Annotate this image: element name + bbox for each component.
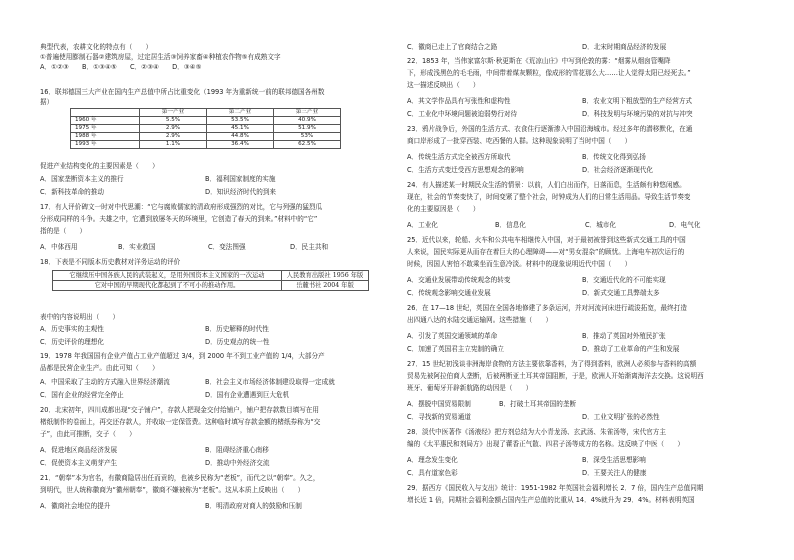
question-line: 下，形成浅黑色的毛毛雨，中间带着煤灰颗粒，像成形的雪花那么大……让人觉得太阳已经死去。” xyxy=(407,69,691,77)
table-row xyxy=(71,117,341,125)
table-cell: 40.9% xyxy=(274,117,341,125)
question-line: 编的《太平惠民和剂局方》出现了藿香正气散、四君子汤等成方的名称。这反映了中医（ ） xyxy=(407,440,684,448)
question-line: A．交通业发展带动传统观念的转变 xyxy=(407,276,511,284)
table-header-cell xyxy=(71,109,140,117)
question-line: C．新科技革命的推动 xyxy=(40,188,104,196)
question-line: B．深受生活思想影响 xyxy=(582,456,646,464)
question-line: D．推动了工业革命的产生和发展 xyxy=(582,345,680,353)
table-cell: 36.4% xyxy=(207,141,274,149)
question-line: C．寻找新的贸易通道 xyxy=(407,413,471,421)
question-line: 这一描述反映出（ ） xyxy=(407,81,480,89)
question-line: B．社会主义市场经济体制建设取得一定成就 xyxy=(205,378,335,386)
question-line: C．生活方式变迁受西方思想观念的影响 xyxy=(407,166,524,174)
left-column xyxy=(40,0,410,560)
question-line: D．知识经济时代的到来 xyxy=(205,188,277,196)
table-row xyxy=(71,125,341,133)
question-line: A．徽商社会地位的提升 xyxy=(40,502,111,510)
question-line: C．城市化 xyxy=(585,221,616,229)
question-line: D．科技发明与环境污染的对抗与冲突 xyxy=(582,110,693,118)
question-line: 分形成同样的斗争。夫雄之中，它遭到放屡冬天的环境里，它创造了春天的到来。”材料中的“它” xyxy=(40,215,318,223)
question-line: B．农业文明下粗放型的生产经营方式 xyxy=(582,97,693,105)
question-line: C．加速了英国君主立宪制的确立 xyxy=(407,345,504,353)
question-line: 贸易先被阿拉伯商人垄断，后被两断亚土耳其帝国阻断，于是，欧洲人开始渐离海洋去交换。这说明西 xyxy=(407,372,704,380)
question-line: 28．淡代中医著作《汤液经》把方剂总结为大小青龙汤、玄武汤、朱雀汤等，宋代官方主 xyxy=(407,428,666,436)
question-line: 出四通八达的水陆交通运输网。这些措施（ ） xyxy=(407,316,553,324)
table-cell: 51.9% xyxy=(274,125,341,133)
question-line: 26．在 17—18 世纪，英国在全国各地修建了多条运河，并对河流河床进行疏浚拓宽，最终打造 xyxy=(407,304,687,312)
question-line: B．阻碍经济重心南移 xyxy=(205,446,269,454)
question-line: A．工业化 xyxy=(407,221,438,229)
question-line: ①普遍使用膨制石器②建筑房屋，过定居生活③饲养家畜④种植农作物⑤有成熟文字 xyxy=(40,53,281,61)
question-line: B．信息化 xyxy=(495,221,526,229)
textbook-evaluation-table xyxy=(52,270,369,291)
table-cell: 1988 年 xyxy=(71,133,140,141)
question-line: 时候，因国人害怕不敢乘坐而生意冷淡。材料中的现象说明近代中国（ ） xyxy=(407,260,632,268)
question-line: C．工业化中环境问题被迫弱势行对待 xyxy=(407,110,518,118)
table-header-cell: 第二产业 xyxy=(207,109,274,117)
table-header-cell: 第三产业 xyxy=(274,109,341,117)
question-line: 品都是民营企业生产。由此可知（ ） xyxy=(40,364,159,372)
question-line: D．民主共和 xyxy=(290,243,329,251)
question-line: 增长近 1 倍，同期社会福利金额占国内生产总值的比重从 14．4%就升为 29．4%。材料表明英国 xyxy=(407,496,695,504)
question-line: 27．15 世纪初浅谈非洲海岸食物的方法主要依靠香料，为了得到香料，欧洲人必须参与香料的高额 xyxy=(407,360,697,368)
question-line: A．促进地区商品经济发展 xyxy=(40,446,118,454)
question-line: B．打破土耳其帝国的垄断 xyxy=(499,400,577,408)
question-line: 16．联邦德国三大产业在国内生产总值中所占比重变化（1993 年为重新统一前的联邦德国各州数 xyxy=(40,88,325,96)
table-header-cell: 第一产业 xyxy=(140,109,207,117)
question-line: D．新式交通工具弊端太多 xyxy=(582,289,660,297)
question-line: B．明清政府对商人的鼓励和压制 xyxy=(205,502,302,510)
table-cell: 44.8% xyxy=(207,133,274,141)
question-line: 子”，由此可推断，交子（ ） xyxy=(40,430,136,438)
table-cell: 1.1% xyxy=(140,141,207,149)
table-row xyxy=(71,141,341,149)
question-line: 23．鸦片战争后，外国的生活方式、衣食住行逐渐渗入中国沿海城市。经过多年的潜移默化，在通 xyxy=(407,125,693,133)
question-line: C．徽商已走上了官商结合之路 xyxy=(407,43,498,51)
table-cell: 岳麓书社 2004 年版 xyxy=(282,281,369,291)
question-line: 促进产业结构变化的主要因素是（ ） xyxy=(40,162,159,170)
question-line: A．历史事实的主观性 xyxy=(40,325,104,333)
right-column xyxy=(407,0,777,560)
table-cell: 1993 年 xyxy=(71,141,140,149)
question-line: 楮纸制作的卷面上，再交还存款人，并收取一定保管费。这种临时填写存款金额的楮纸券称为“交 xyxy=(40,418,321,426)
question-line: A．国家垄断资本主义的推行 xyxy=(40,175,124,183)
question-line: A．摆脱中国贸易限制 xyxy=(407,400,471,408)
question-18-heading: 18．下表是不同版本历史教材对洋务运动的评价 xyxy=(40,258,181,266)
question-line: C．具有道家色彩 xyxy=(407,469,458,477)
table-cell: 它对中国的早期现代化都起到了不可小的推动作用。 xyxy=(53,281,282,291)
question-line: B．交通近代化的不可能实现 xyxy=(582,276,666,284)
question-line: 商口岸形成了一批穿西装、吃西餐的人群。这种现象说明了当时中国（ ） xyxy=(407,137,632,145)
table-cell: 人民教育出版社 1956 年版 xyxy=(282,271,369,281)
question-line: 19．1978 年我国国有企业产值占工业产值超过 3/4，到 2000 年不到工业产值的 1/4，大部分产 xyxy=(40,352,325,360)
question-line: 22．1853 年，当伟家富尔斯·秋更斯在《荒凉山庄》中写到伦敦的雾：“烟雾从烟囱管嘴降 xyxy=(407,57,671,65)
question-line: 典型代表，农耕文化的特点有（ ） xyxy=(40,43,153,51)
question-line: A．其文学作品具有写张性和虚构性 xyxy=(407,97,511,105)
table-cell: 1975 年 xyxy=(71,125,140,133)
table-row xyxy=(53,271,369,281)
question-line: C．国有企业的经营完全停止 xyxy=(40,391,124,399)
table-cell: 62.5% xyxy=(274,141,341,149)
question-line: 人来说，国民实际更从而存在着巨大的心理障碍——对“男女混杂”的顾忧。上海电车初次运行的 xyxy=(407,248,685,256)
question-line: 25．近代以来，轮船、火车和公共电车相继传入中国，对于最初被誉到这些新式交通工具的中国 xyxy=(407,236,686,244)
question-line: A．①②③ B．①③④⑤ C．②③④ D．③④⑤ xyxy=(40,63,202,71)
question-line: 29．据西方《国民收入与支出》统计：1951-1982 年英国社会福利增长 2．7 倍，国内生产总值同期 xyxy=(407,484,704,492)
question-line: A．传统生活方式完全被西方所取代 xyxy=(407,153,511,161)
table-cell: 53.5% xyxy=(207,117,274,125)
question-line: D．王要关注人的健康 xyxy=(582,469,647,477)
question-line: 20．北宋初年，四川成都出现“交子铺户”，存款人把现金交付给铺户，铺户把存款数目填写在用 xyxy=(40,406,319,414)
table-row xyxy=(71,133,341,141)
question-line: C．变法图强 xyxy=(208,243,246,251)
table-cell: 2.9% xyxy=(140,125,207,133)
question-line: 化的主要原因是（ ） xyxy=(407,205,480,213)
question-line: 24．有人描述某一时期民众生活的情景：以前，人们白出而作，日落而息，生活颇有种悠闲感。 xyxy=(407,181,686,189)
table-cell: 45.1% xyxy=(207,125,274,133)
question-line: C．促使资本主义萌芽产生 xyxy=(40,459,118,467)
question-line: B．推动了英国对外殖民扩张 xyxy=(582,332,666,340)
question-line: 到明代，世人统称徽商为“徽州朝奉”，徽商不嫌被称为“老板”。这从本质上反映出（ ） xyxy=(40,486,305,494)
table-cell: 5.5% xyxy=(140,117,207,125)
question-line: A．理念发生变化 xyxy=(407,456,458,464)
table-cell: 它继续压中国各族人民的武装起义，是用外国资本主义国家的一次运动 xyxy=(53,271,282,281)
question-line: B．实业救国 xyxy=(118,243,156,251)
question-line: C．传统观念影响交通业发展 xyxy=(407,289,491,297)
question-line: D．国有企业遭遇到巨大危机 xyxy=(205,391,290,399)
question-line: D．工业文明扩张的必然性 xyxy=(582,413,660,421)
question-line: D．推动中外经济交流 xyxy=(205,459,270,467)
question-line: B．福利国家制度的实施 xyxy=(205,175,276,183)
table-cell: 2.9% xyxy=(140,133,207,141)
question-line: D．电气化 xyxy=(669,221,701,229)
question-line: D．社会经济逐渐现代化 xyxy=(582,166,654,174)
table-cell: 1960 年 xyxy=(71,117,140,125)
question-line: C．历史评价的理想化 xyxy=(40,338,104,346)
question-line: 班牙、葡萄牙开辟新航路的动因是（ ） xyxy=(407,384,533,392)
question-line: B．历史解释的时代性 xyxy=(205,325,269,333)
question-line: 指的是（ ） xyxy=(40,227,87,235)
question-line: A．中国采取了主动的方式融入世界经济潮流 xyxy=(40,378,170,386)
industry-share-table xyxy=(70,108,341,149)
question-line: B．传统文化得到弘扬 xyxy=(582,153,646,161)
question-line: A．中体西用 xyxy=(40,243,78,251)
question-line: 21．“朝奉”本为官名，有徽商隐居出任而贡的，也被乡民称为“老板”，而代之以“朝奉”。久之， xyxy=(40,474,320,482)
question-line: D．历史观点的统一性 xyxy=(205,338,270,346)
question-line: D．北宋时期商品经济的发展 xyxy=(582,43,667,51)
question-line: 17．有人评价碑文一时对中代思潮：“它与腐败儒家的清政府形成强烈的对比，它与列强的猛烈瓜 xyxy=(40,203,323,211)
table-row xyxy=(53,281,369,291)
question-line: 表中的内容说明出（ ） xyxy=(40,313,120,321)
question-line: 现在，社会的节奏变快了，时间变紧了整个社会，时钟成为人们的日常生活用品。导致生活节奏变 xyxy=(407,193,691,201)
question-line: 据） xyxy=(40,98,54,106)
table-cell: 53% xyxy=(274,133,341,141)
question-line: A．引发了英国交通领域的革命 xyxy=(407,332,498,340)
